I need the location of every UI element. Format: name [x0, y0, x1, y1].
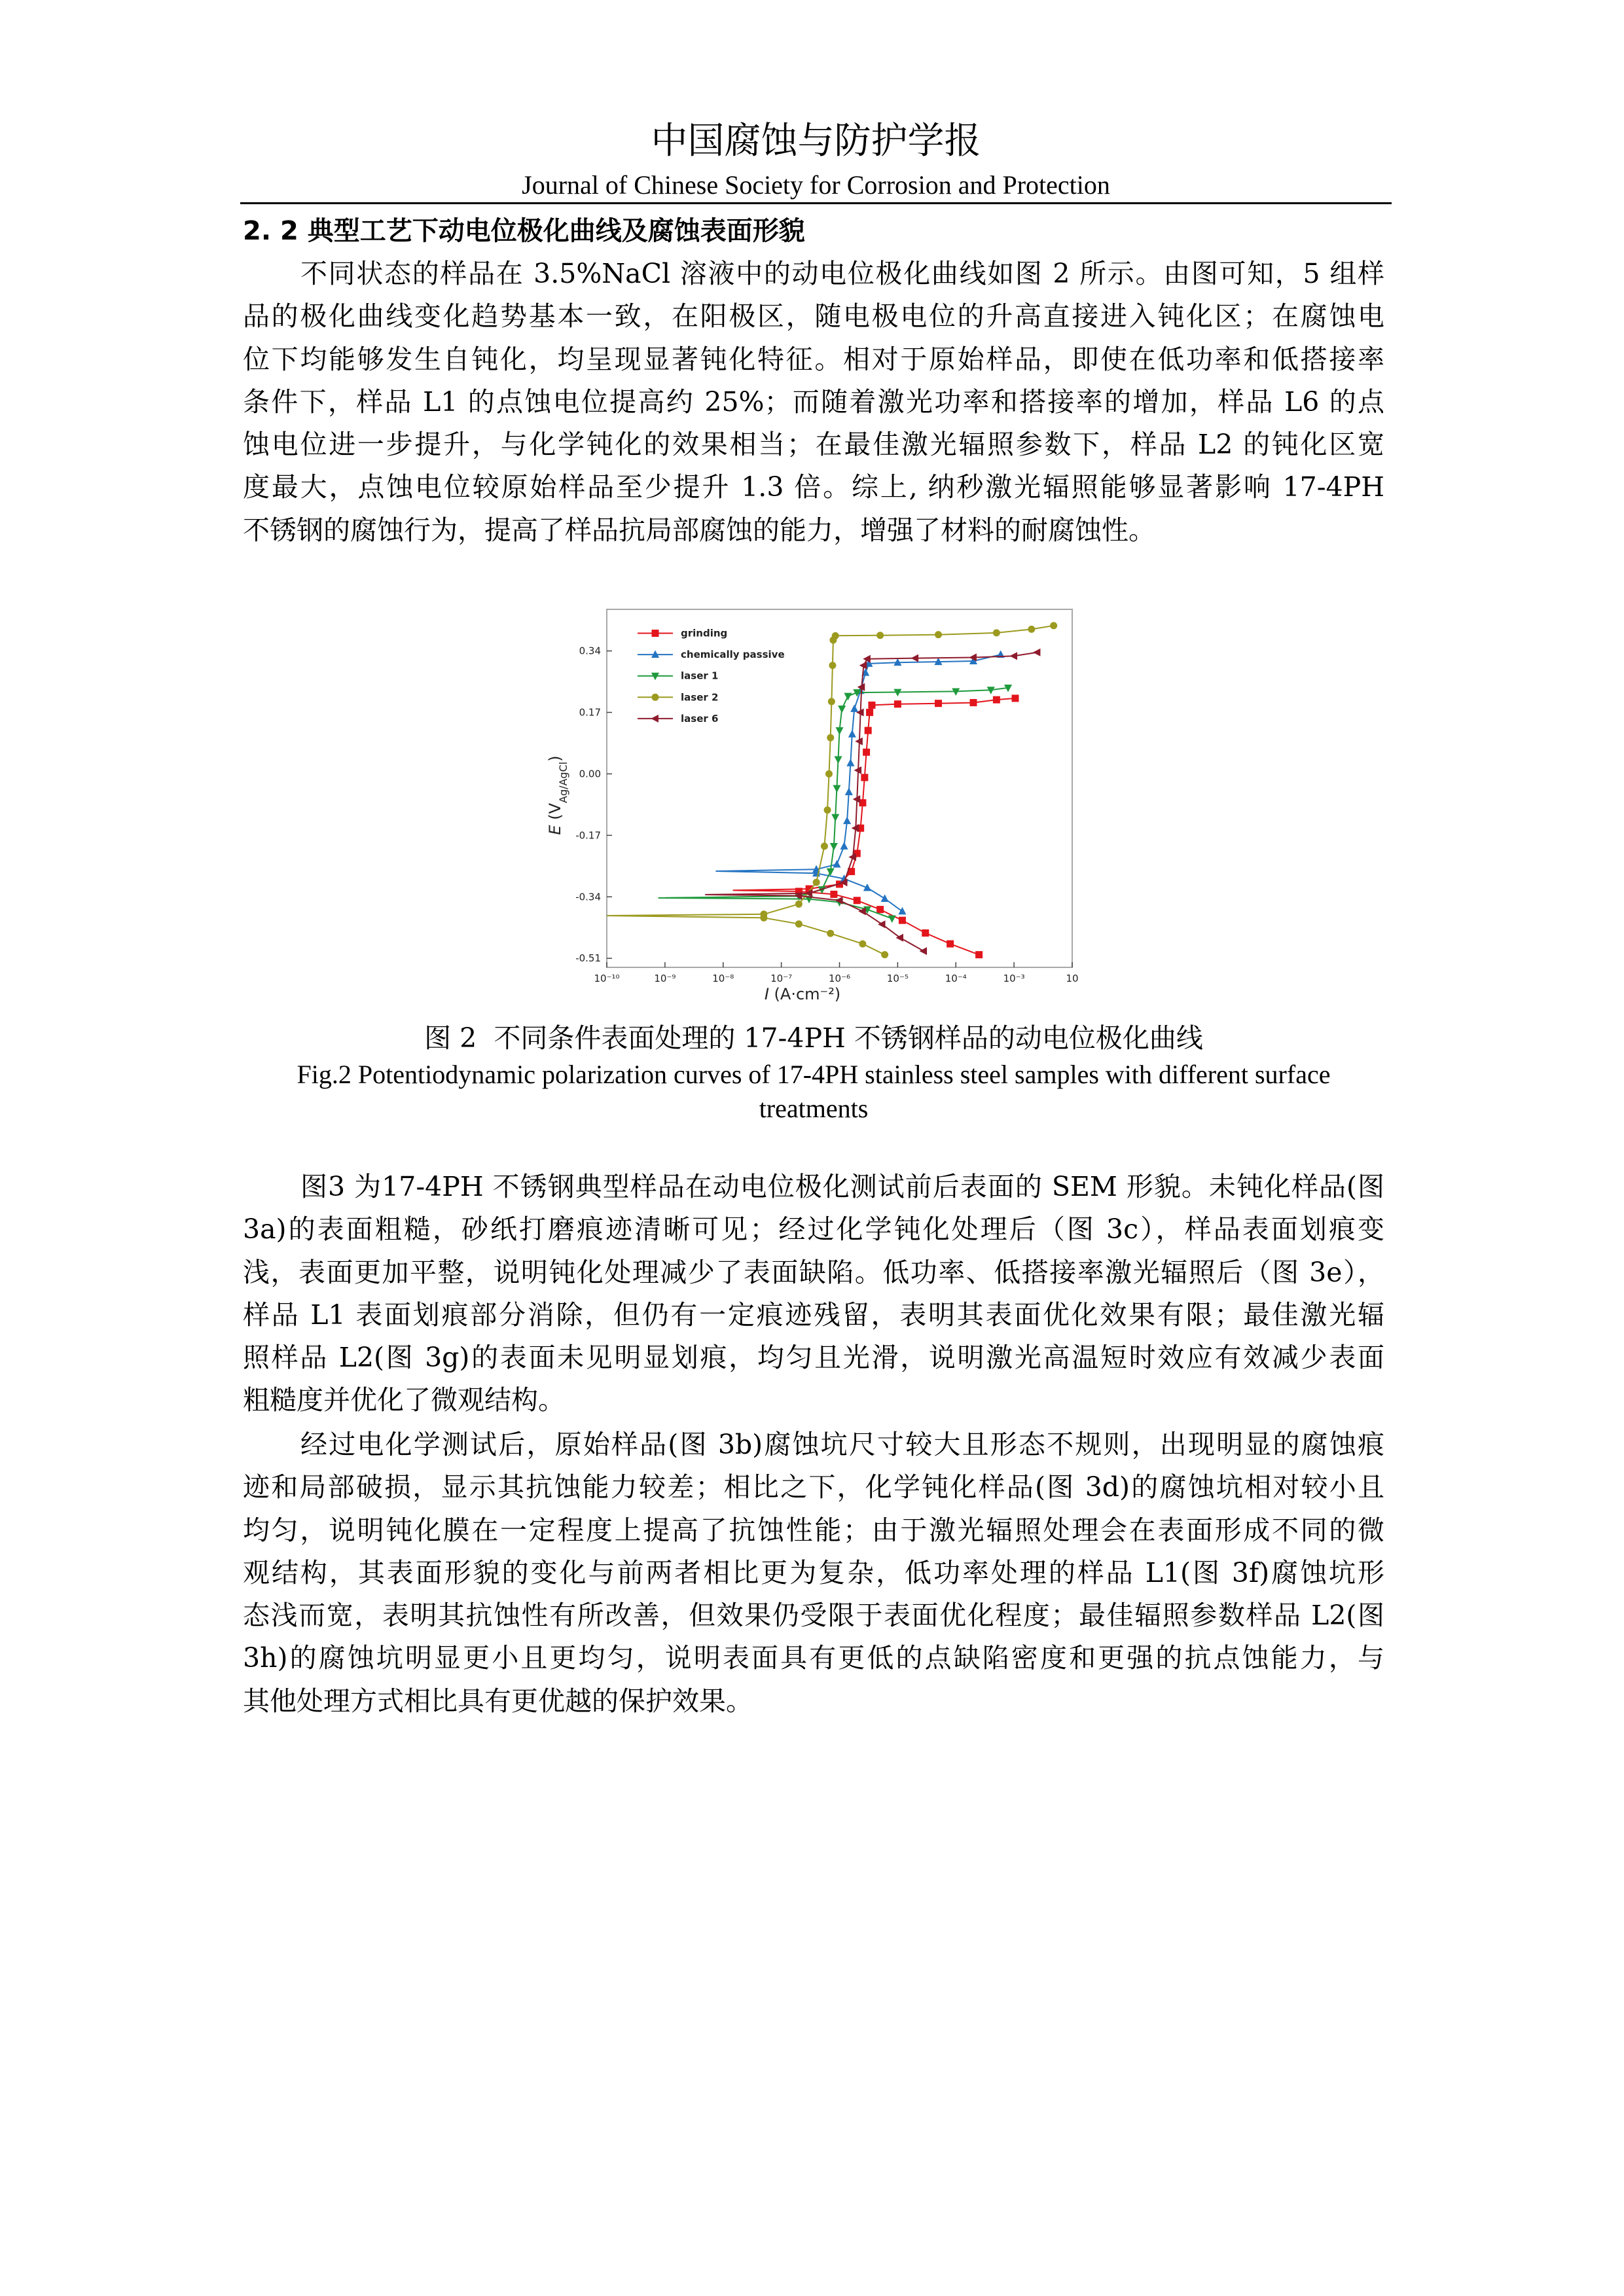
- x-tick-label: 10: [1066, 973, 1079, 984]
- data-point-laser-2: [828, 698, 835, 705]
- paragraph-line: 品的极化曲线变化趋势基本一致，在阳极区，随电极电位的升高直接进入钝化区；在腐蚀电: [243, 300, 1384, 332]
- y-axis-symbol: E: [546, 825, 564, 835]
- x-tick-label: 10⁻⁸: [712, 973, 734, 984]
- y-tick-label: 0.00: [579, 768, 601, 780]
- legend-label: chemically passive: [681, 649, 785, 661]
- y-tick-label: -0.17: [575, 829, 601, 842]
- paragraph-line: 浅，表面更加平整，说明钝化处理减少了表面缺陷。低功率、低搭接率激光辐照后（图 3e），: [243, 1256, 1384, 1288]
- data-point-grinding: [865, 727, 872, 734]
- paragraph-line: 度最大，点蚀电位较原始样品至少提升 1.3 倍。综上, 纳秒激光辐照能够显著影响 17-4PH: [243, 471, 1384, 503]
- data-point-laser-2: [827, 734, 834, 742]
- x-tick-label: 10⁻⁴: [945, 973, 967, 984]
- data-point-laser-2: [760, 910, 767, 918]
- paragraph-line: 其他处理方式相比具有更优越的保护效果。: [243, 1685, 753, 1717]
- legend-label: laser 1: [681, 670, 719, 682]
- data-point-laser-2: [795, 920, 803, 927]
- legend-marker: [652, 630, 659, 637]
- x-tick-label: 10⁻¹⁰: [594, 973, 620, 984]
- data-point-grinding: [861, 774, 868, 781]
- data-point-grinding: [854, 897, 861, 904]
- paragraph-line: 样品 L1 表面划痕部分消除，但仍有一定痕迹残留，表明其表面优化效果有限；最佳激光辐: [243, 1299, 1384, 1331]
- y-tick-label: -0.34: [575, 891, 601, 903]
- paragraph-line: 图3 为17-4PH 不锈钢典型样品在动电位极化测试前后表面的 SEM 形貌。未钝化样品(图: [300, 1171, 1384, 1202]
- paragraph-line: 条件下，样品 L1 的点蚀电位提高约 25%；而随着激光功率和搭接率的增加，样品 L6 的点: [243, 386, 1384, 418]
- x-axis-unit: (A·cm⁻²): [768, 985, 841, 1003]
- data-point-laser-2: [881, 951, 888, 958]
- x-axis-label: [765, 985, 840, 1003]
- x-tick-label: 10⁻⁷: [770, 973, 793, 984]
- legend-marker: [652, 694, 659, 701]
- journal-title-en: Journal of Chinese Society for Corrosion and Protection: [522, 170, 1110, 200]
- legend-label: laser 2: [681, 691, 719, 704]
- x-tick-label: 10⁻³: [1003, 973, 1025, 984]
- x-tick-label: 10⁻⁶: [828, 973, 851, 984]
- section-heading: 2. 2 典型工艺下动电位极化曲线及腐蚀表面形貌: [243, 216, 805, 246]
- data-point-laser-2: [824, 806, 831, 814]
- figure-caption-en: Fig.2 Potentiodynamic polarization curves of 17-4PH stainless steel samples with different surface: [297, 1060, 1331, 1089]
- data-point-laser-2: [935, 631, 942, 638]
- plot-frame: [607, 609, 1072, 967]
- y-tick-label: -0.51: [575, 952, 601, 965]
- paragraph-line: 态浅而宽，表明其抗蚀性有所改善，但效果仍受限于表面优化程度；最佳辐照参数样品 L2(图: [243, 1600, 1384, 1631]
- data-point-grinding: [863, 749, 870, 756]
- paragraph-line: 3h)的腐蚀坑明显更小且更均匀，说明表面具有更低的点缺陷密度和更强的抗点蚀能力，与: [243, 1642, 1384, 1674]
- data-point-laser-2: [1028, 626, 1035, 633]
- paragraph-3: [243, 1424, 1384, 1723]
- paragraph-line: 蚀电位进一步提升，与化学钝化的效果相当；在最佳激光辐照参数下，样品 L2 的钝化区宽: [243, 429, 1384, 460]
- paragraph-line: 3a)的表面粗糙，砂纸打磨痕迹清晰可见；经过化学钝化处理后（图 3c），样品表面划痕变: [243, 1213, 1384, 1246]
- paragraph-line: 粗糙度并优化了微观结构。: [243, 1384, 565, 1416]
- y-axis-label: [546, 755, 569, 834]
- paragraph-line: 迹和局部破损，显示其抗蚀能力较差；相比之下，化学钝化样品(图 3d)的腐蚀坑相对较小且: [243, 1471, 1384, 1503]
- paragraph-line: 照样品 L2(图 3g)的表面未见明显划痕，均匀且光滑，说明激光高温短时效应有效减少表面: [243, 1342, 1384, 1373]
- data-point-laser-2: [859, 941, 866, 948]
- paragraph-line: 观结构，其表面形貌的变化与前两者相比更为复杂，低功率处理的样品 L1(图 3f)腐蚀坑形: [243, 1556, 1384, 1588]
- data-point-grinding: [975, 951, 983, 958]
- data-point-laser-2: [832, 632, 839, 639]
- data-point-laser-2: [795, 901, 803, 908]
- legend-label: laser 6: [681, 712, 719, 725]
- data-point-laser-2: [821, 842, 828, 850]
- data-point-laser-2: [813, 879, 820, 886]
- y-axis-unit: (V: [546, 803, 564, 825]
- legend-label: grinding: [681, 627, 728, 639]
- data-point-grinding: [894, 700, 901, 708]
- polarization-chart: [537, 596, 1100, 1008]
- data-point-grinding: [993, 696, 1000, 704]
- data-point-grinding: [830, 891, 837, 898]
- data-point-grinding: [876, 906, 884, 913]
- data-point-laser-2: [829, 662, 836, 669]
- y-axis-unit-close: ): [546, 755, 564, 762]
- paragraph-line: 不同状态的样品在 3.5%NaCl 溶液中的动电位极化曲线如图 2 所示。由图可知，5 组样: [300, 258, 1384, 289]
- data-point-grinding: [866, 709, 873, 716]
- journal-title-cn: 中国腐蚀与防护学报: [651, 120, 981, 162]
- data-point-grinding: [1012, 694, 1019, 702]
- paragraph-2: [243, 1166, 1384, 1422]
- y-tick-label: 0.17: [579, 706, 601, 719]
- data-point-grinding: [947, 941, 954, 948]
- data-point-grinding: [935, 700, 942, 707]
- figure-caption-en: treatments: [759, 1094, 869, 1123]
- header-rule: [240, 202, 1392, 204]
- data-point-laser-2: [1050, 622, 1057, 629]
- x-axis-symbol: I: [764, 985, 769, 1003]
- x-tick-label: 10⁻⁵: [886, 973, 909, 984]
- paragraph-line: 经过电化学测试后，原始样品(图 3b)腐蚀坑尺寸较大且形态不规则，出现明显的腐蚀痕: [300, 1429, 1384, 1460]
- y-tick-label: 0.34: [579, 645, 601, 657]
- data-point-laser-2: [827, 930, 834, 937]
- data-point-laser-2: [825, 770, 833, 778]
- paragraph-1: [243, 253, 1384, 552]
- data-point-laser-2: [876, 632, 884, 639]
- paragraph-line: 不锈钢的腐蚀行为，提高了样品抗局部腐蚀的能力，增强了材料的耐腐蚀性。: [243, 514, 1155, 546]
- data-point-grinding: [970, 699, 977, 706]
- data-point-grinding: [868, 702, 875, 709]
- data-point-laser-2: [993, 629, 1000, 636]
- y-axis-unit-subscript: Ag/AgCl: [556, 761, 569, 803]
- data-point-grinding: [899, 917, 906, 924]
- paragraph-line: 均匀，说明钝化膜在一定程度上提高了抗蚀性能；由于激光辐照处理会在表面形成不同的微: [243, 1514, 1384, 1546]
- x-tick-label: 10⁻⁹: [654, 973, 676, 984]
- paragraph-line: 位下均能够发生自钝化，均呈现显著钝化特征。相对于原始样品，即使在低功率和低搭接率: [243, 343, 1384, 375]
- data-point-grinding: [922, 929, 929, 937]
- figure-caption-cn: 图 2 不同条件表面处理的 17-4PH 不锈钢样品的动电位极化曲线: [424, 1022, 1203, 1054]
